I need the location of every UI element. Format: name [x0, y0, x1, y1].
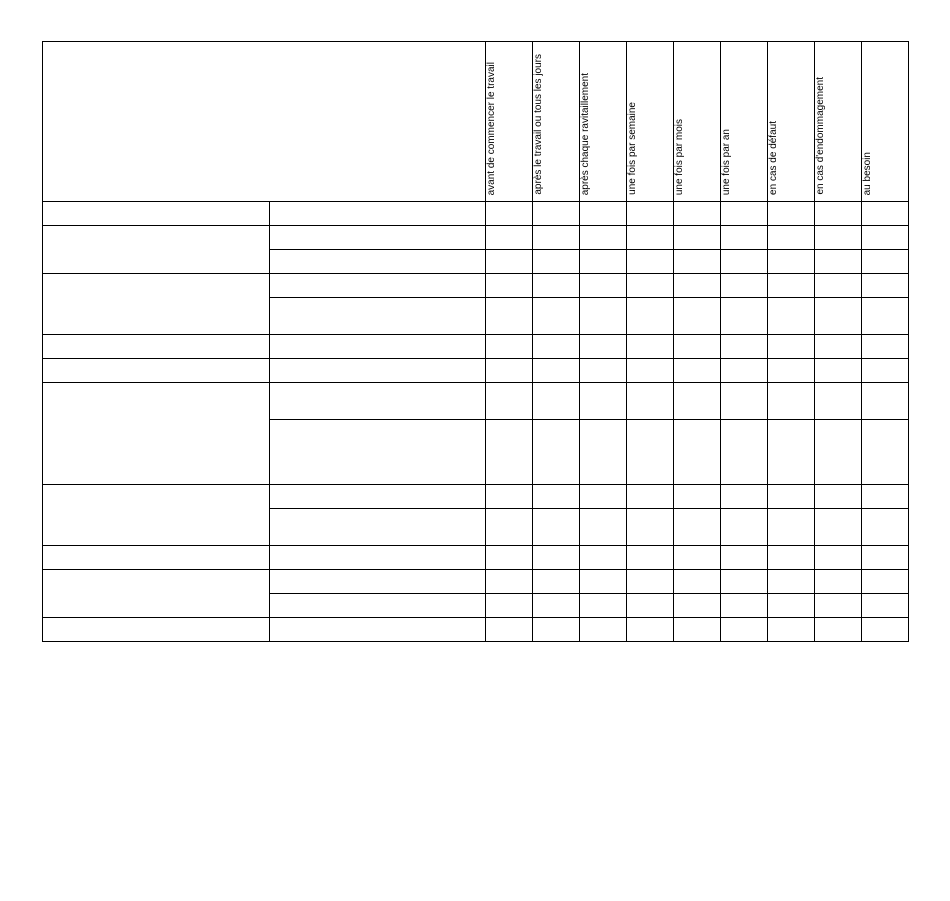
frequency-cell	[580, 509, 627, 546]
frequency-cell	[721, 509, 768, 546]
frequency-cell	[486, 509, 533, 546]
frequency-cell	[674, 274, 721, 298]
group-cell	[43, 226, 270, 274]
table-row	[43, 274, 909, 298]
group-cell	[43, 274, 270, 335]
header-label: une fois par mois	[674, 118, 685, 195]
frequency-cell	[674, 298, 721, 335]
header-label: une fois par an	[721, 128, 732, 195]
frequency-cell	[486, 570, 533, 594]
frequency-cell	[627, 274, 674, 298]
table-row	[43, 335, 909, 359]
frequency-cell	[486, 546, 533, 570]
frequency-cell	[721, 570, 768, 594]
frequency-cell	[862, 383, 909, 420]
frequency-cell	[862, 298, 909, 335]
frequency-cell	[486, 335, 533, 359]
frequency-cell	[768, 570, 815, 594]
item-cell	[270, 274, 486, 298]
frequency-cell	[815, 594, 862, 618]
frequency-cell	[533, 298, 580, 335]
group-cell	[43, 335, 270, 359]
frequency-cell	[627, 594, 674, 618]
frequency-cell	[627, 570, 674, 594]
item-cell	[270, 485, 486, 509]
header-label: après le travail ou tous les jours	[533, 54, 544, 195]
frequency-cell	[627, 383, 674, 420]
frequency-cell	[815, 226, 862, 250]
item-cell	[270, 335, 486, 359]
frequency-cell	[862, 570, 909, 594]
frequency-cell	[674, 509, 721, 546]
frequency-cell	[815, 359, 862, 383]
table-row	[43, 359, 909, 383]
frequency-cell	[627, 335, 674, 359]
frequency-cell	[768, 226, 815, 250]
frequency-cell	[768, 594, 815, 618]
frequency-cell	[815, 485, 862, 509]
header-label: après chaque ravitaillement	[580, 72, 591, 195]
frequency-cell	[862, 420, 909, 485]
frequency-cell	[627, 509, 674, 546]
frequency-cell	[533, 509, 580, 546]
frequency-cell	[862, 594, 909, 618]
frequency-cell	[533, 359, 580, 383]
frequency-cell	[627, 618, 674, 642]
frequency-cell	[533, 226, 580, 250]
header-cell-after-refuel	[580, 42, 627, 202]
frequency-cell	[533, 618, 580, 642]
frequency-cell	[768, 546, 815, 570]
table-row	[43, 546, 909, 570]
frequency-cell	[815, 202, 862, 226]
item-cell	[270, 383, 486, 420]
frequency-cell	[627, 298, 674, 335]
frequency-cell	[815, 420, 862, 485]
frequency-cell	[768, 485, 815, 509]
item-cell	[270, 420, 486, 485]
frequency-cell	[768, 298, 815, 335]
frequency-cell	[533, 202, 580, 226]
frequency-cell	[862, 359, 909, 383]
frequency-cell	[674, 420, 721, 485]
item-cell	[270, 226, 486, 250]
header-label: en cas de défaut	[768, 121, 779, 195]
frequency-cell	[768, 383, 815, 420]
frequency-cell	[815, 298, 862, 335]
header-cell-as-needed	[862, 42, 909, 202]
frequency-cell	[674, 594, 721, 618]
frequency-cell	[580, 594, 627, 618]
item-cell	[270, 546, 486, 570]
item-cell	[270, 298, 486, 335]
frequency-cell	[674, 485, 721, 509]
frequency-cell	[580, 202, 627, 226]
frequency-cell	[627, 202, 674, 226]
frequency-cell	[721, 250, 768, 274]
frequency-cell	[580, 618, 627, 642]
header-cell-monthly	[674, 42, 721, 202]
group-cell	[43, 570, 270, 618]
frequency-cell	[533, 546, 580, 570]
item-cell	[270, 202, 486, 226]
frequency-cell	[486, 618, 533, 642]
item-cell	[270, 250, 486, 274]
frequency-cell	[674, 570, 721, 594]
frequency-cell	[721, 335, 768, 359]
table-body	[43, 202, 909, 642]
frequency-cell	[533, 420, 580, 485]
frequency-cell	[674, 359, 721, 383]
frequency-cell	[580, 250, 627, 274]
header-cell-yearly	[721, 42, 768, 202]
frequency-cell	[721, 618, 768, 642]
frequency-cell	[580, 226, 627, 250]
frequency-cell	[768, 202, 815, 226]
frequency-cell	[721, 546, 768, 570]
frequency-cell	[721, 420, 768, 485]
item-cell	[270, 570, 486, 594]
frequency-cell	[674, 335, 721, 359]
frequency-cell	[721, 226, 768, 250]
frequency-cell	[862, 546, 909, 570]
frequency-cell	[580, 359, 627, 383]
header-label: en cas d'endommagement	[815, 77, 826, 195]
frequency-cell	[768, 420, 815, 485]
frequency-cell	[862, 250, 909, 274]
frequency-cell	[486, 383, 533, 420]
frequency-cell	[815, 618, 862, 642]
frequency-cell	[580, 383, 627, 420]
frequency-cell	[815, 383, 862, 420]
header-label: une fois par semaine	[627, 102, 638, 195]
item-cell	[270, 359, 486, 383]
header-cell-before-work	[486, 42, 533, 202]
frequency-cell	[580, 274, 627, 298]
frequency-cell	[862, 485, 909, 509]
frequency-cell	[721, 359, 768, 383]
group-cell	[43, 485, 270, 546]
frequency-cell	[674, 250, 721, 274]
table-row	[43, 202, 909, 226]
group-cell	[43, 618, 270, 642]
frequency-cell	[533, 594, 580, 618]
frequency-cell	[627, 359, 674, 383]
frequency-cell	[768, 335, 815, 359]
frequency-cell	[862, 335, 909, 359]
table-row	[43, 485, 909, 509]
frequency-cell	[674, 202, 721, 226]
frequency-cell	[486, 250, 533, 274]
frequency-cell	[580, 570, 627, 594]
frequency-cell	[580, 335, 627, 359]
item-cell	[270, 509, 486, 546]
frequency-cell	[768, 618, 815, 642]
item-cell	[270, 618, 486, 642]
frequency-cell	[674, 383, 721, 420]
frequency-cell	[580, 485, 627, 509]
frequency-cell	[768, 250, 815, 274]
frequency-cell	[862, 202, 909, 226]
frequency-cell	[815, 250, 862, 274]
table-row	[43, 226, 909, 250]
frequency-cell	[862, 274, 909, 298]
frequency-cell	[486, 420, 533, 485]
frequency-cell	[768, 509, 815, 546]
frequency-cell	[674, 618, 721, 642]
frequency-cell	[627, 250, 674, 274]
frequency-cell	[533, 274, 580, 298]
frequency-cell	[768, 359, 815, 383]
frequency-cell	[721, 383, 768, 420]
header-label: avant de commencer le travail	[486, 61, 497, 195]
frequency-cell	[533, 485, 580, 509]
frequency-cell	[862, 509, 909, 546]
table-row	[43, 618, 909, 642]
group-cell	[43, 383, 270, 485]
frequency-cell	[674, 226, 721, 250]
frequency-cell	[721, 274, 768, 298]
header-row	[43, 42, 909, 202]
frequency-cell	[627, 546, 674, 570]
frequency-cell	[627, 420, 674, 485]
group-cell	[43, 202, 270, 226]
header-label: au besoin	[862, 151, 873, 195]
frequency-cell	[721, 202, 768, 226]
frequency-cell	[627, 226, 674, 250]
frequency-cell	[486, 594, 533, 618]
frequency-cell	[486, 226, 533, 250]
frequency-cell	[674, 546, 721, 570]
header-cell-daily	[533, 42, 580, 202]
frequency-cell	[486, 202, 533, 226]
frequency-cell	[533, 335, 580, 359]
frequency-cell	[815, 335, 862, 359]
frequency-cell	[486, 485, 533, 509]
header-cell-on-fault	[768, 42, 815, 202]
table-row	[43, 570, 909, 594]
frequency-cell	[815, 570, 862, 594]
header-cell-on-damage	[815, 42, 862, 202]
frequency-cell	[627, 485, 674, 509]
frequency-cell	[533, 383, 580, 420]
frequency-cell	[533, 570, 580, 594]
header-cell-weekly	[627, 42, 674, 202]
frequency-cell	[721, 594, 768, 618]
frequency-cell	[533, 250, 580, 274]
maintenance-table	[42, 41, 909, 642]
frequency-cell	[815, 546, 862, 570]
header-corner-cell	[43, 42, 486, 202]
frequency-cell	[862, 226, 909, 250]
group-cell	[43, 546, 270, 570]
item-cell	[270, 594, 486, 618]
frequency-cell	[580, 420, 627, 485]
frequency-cell	[486, 359, 533, 383]
frequency-cell	[768, 274, 815, 298]
group-cell	[43, 359, 270, 383]
frequency-cell	[486, 274, 533, 298]
frequency-cell	[580, 298, 627, 335]
frequency-cell	[862, 618, 909, 642]
frequency-cell	[815, 274, 862, 298]
frequency-cell	[721, 298, 768, 335]
table-row	[43, 383, 909, 420]
frequency-cell	[486, 298, 533, 335]
frequency-cell	[580, 546, 627, 570]
frequency-cell	[721, 485, 768, 509]
frequency-cell	[815, 509, 862, 546]
